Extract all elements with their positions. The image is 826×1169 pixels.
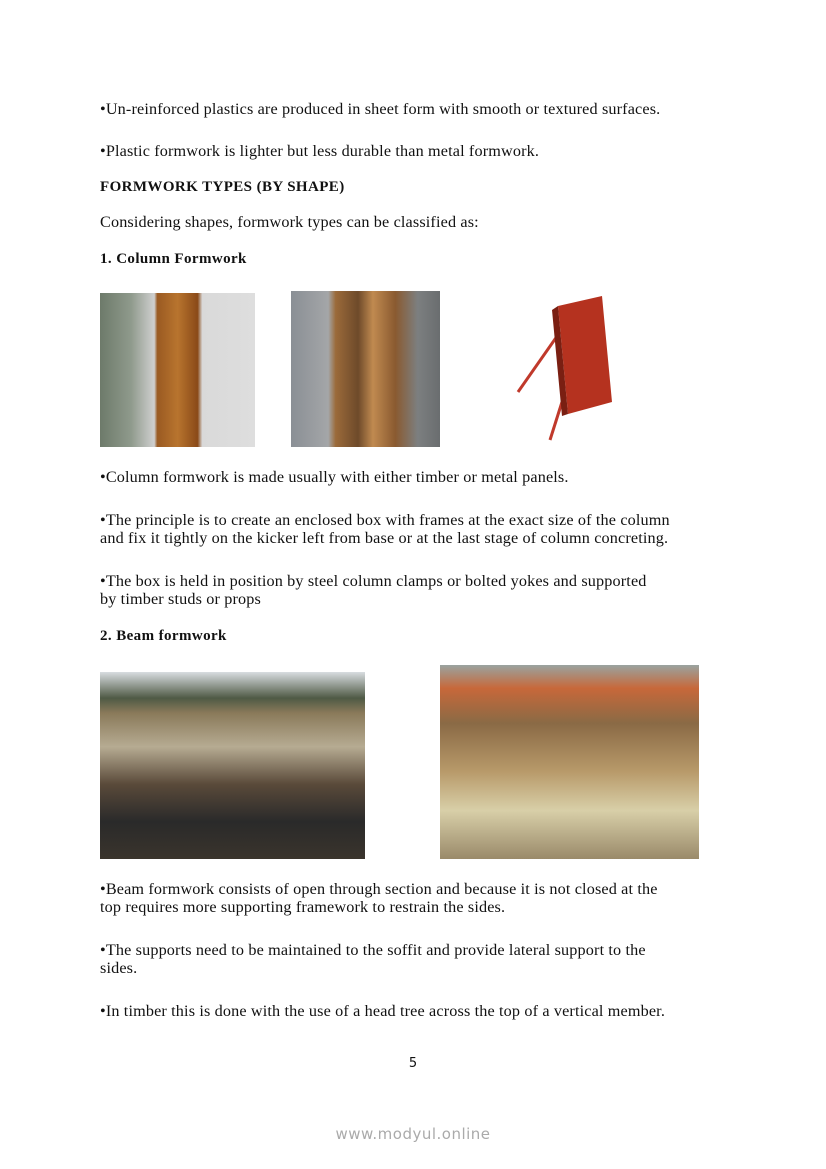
paragraph-beam-open-section bbox=[100, 880, 658, 916]
column-formwork-diagram bbox=[510, 292, 614, 445]
text-line: •The box is held in position by steel column clamps or bolted yokes and supported bbox=[100, 572, 647, 590]
text-line: •The supports need to be maintained to the soffit and provide lateral support to the bbox=[100, 941, 646, 959]
beam-formwork-photo-worker bbox=[440, 665, 699, 859]
paragraph-considering-shapes bbox=[100, 213, 479, 231]
paragraph-plastic-lighter bbox=[100, 142, 539, 160]
text-line: •Column formwork is made usually with either timber or metal panels. bbox=[100, 468, 569, 486]
column-formwork-photo-timber bbox=[100, 293, 255, 447]
heading-formwork-types: FORMWORK TYPES (BY SHAPE) bbox=[100, 179, 345, 195]
heading-beam-formwork: 2. Beam formwork bbox=[100, 628, 227, 644]
text-line: and fix it tightly on the kicker left from base or at the last stage of column concreting. bbox=[100, 529, 669, 547]
paragraph-column-clamps bbox=[100, 572, 647, 608]
page-number: 5 bbox=[408, 1056, 418, 1071]
paragraph-plastics-sheet bbox=[100, 100, 660, 118]
text-line: by timber studs or props bbox=[100, 590, 261, 608]
heading-column-formwork: 1. Column Formwork bbox=[100, 251, 247, 267]
paragraph-beam-head-tree bbox=[100, 1002, 665, 1020]
paragraph-column-principle bbox=[100, 511, 670, 547]
text-line: Considering shapes, formwork types can be classified as: bbox=[100, 213, 479, 231]
text-line: sides. bbox=[100, 959, 138, 977]
text-line: •Un-reinforced plastics are produced in sheet form with smooth or textured surfaces. bbox=[100, 100, 661, 118]
column-formwork-photo-clamps bbox=[291, 291, 440, 447]
beam-formwork-photo-site bbox=[100, 672, 365, 859]
text-line: •In timber this is done with the use of a head tree across the top of a vertical member. bbox=[100, 1002, 666, 1020]
text-line: •Beam formwork consists of open through section and because it is not closed at the bbox=[100, 880, 658, 898]
watermark: www.modyul.online bbox=[335, 1125, 491, 1143]
paragraph-beam-supports bbox=[100, 941, 646, 977]
text-line: •The principle is to create an enclosed box with frames at the exact size of the column bbox=[100, 511, 670, 529]
text-line: •Plastic formwork is lighter but less durable than metal formwork. bbox=[100, 142, 540, 160]
paragraph-column-timber-metal bbox=[100, 468, 569, 486]
text-line: top requires more supporting framework to restrain the sides. bbox=[100, 898, 506, 916]
